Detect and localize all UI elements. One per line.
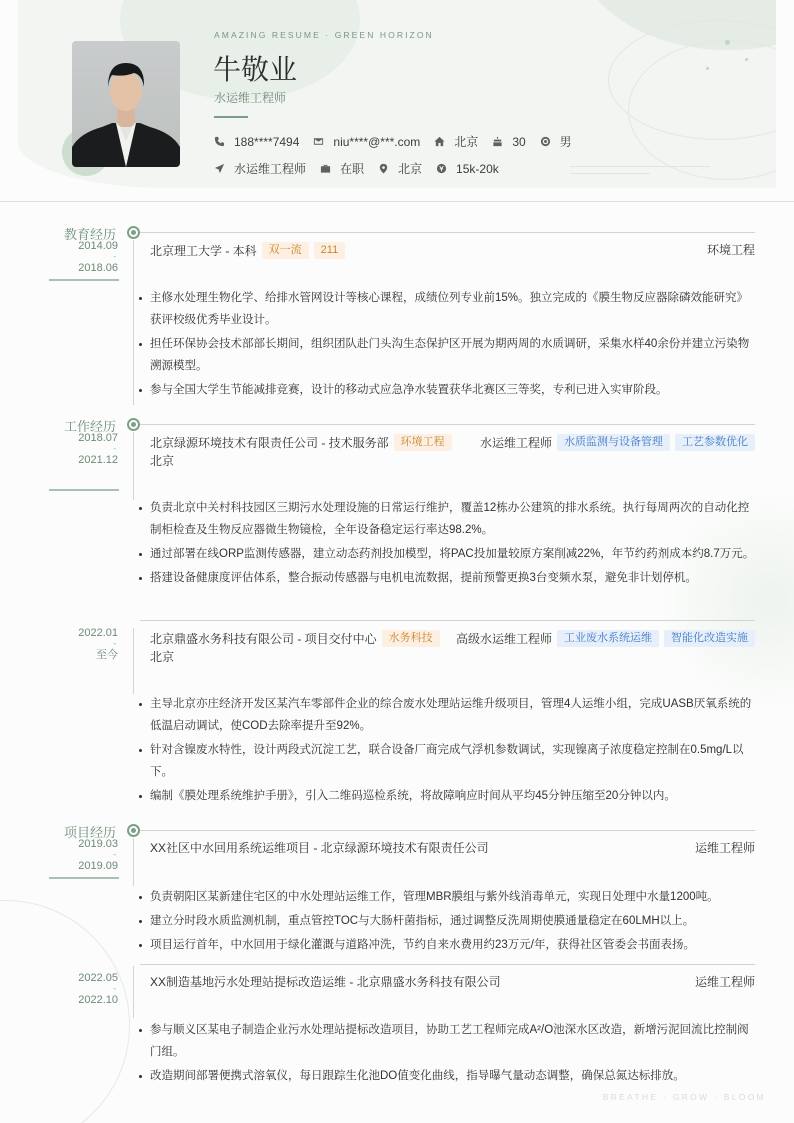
date-range: 2022.05 - 2022.10: [46, 973, 118, 1006]
contact-email: [313, 135, 420, 149]
timeline-line: [133, 432, 134, 500]
email-text: niu****@***.com: [333, 134, 421, 149]
decor-dot: [745, 58, 748, 61]
section-rule: [140, 830, 755, 831]
date-start: 2022.05: [78, 972, 118, 984]
list-item: 主修水处理生物化学、给排水管网设计等核心课程，成绩位列专业前15%。独立完成的《膜生物反应器除磷效能研究》获评校级优秀毕业设计。: [138, 287, 755, 331]
skill-badge: 智能化改造实施: [664, 630, 755, 647]
person-name: 牛敬业: [213, 53, 298, 86]
timeline-line: [133, 240, 134, 405]
date-end: 2022.10: [78, 994, 118, 1006]
list-item: 负责北京中关村科技园区三期污水处理设施的日常运行维护，覆盖12栋办公建筑的排水系统。执行每周两次的自动化控制柜检查及生物反应器微生物镜检，全年设备稳定运行率达98.2%。: [138, 497, 755, 541]
list-item: 项目运行首年，中水回用于绿化灌溉与道路冲洗，节约自来水费用约23万元/年，获得社区管委会书面表扬。: [138, 934, 755, 956]
contact-home: [434, 133, 478, 150]
tag-badge: 水务科技: [382, 630, 440, 647]
intent-position-text: 水运维工程师: [234, 162, 307, 176]
project-bullets: [138, 886, 755, 958]
project-name: XX制造基地污水处理站提标改造运维 - 北京鼎盛水务科技有限公司: [150, 975, 501, 989]
list-item: 针对含镍废水特性，设计两段式沉淀工艺，联合设备厂商完成气浮机参数调试，实现镍离子浓度稳定控制在0.5mg/L以下。: [138, 739, 755, 783]
date-range: 2022.01 - 至今: [46, 628, 118, 661]
decor-line: [570, 166, 710, 167]
tag-badge: 双一流: [262, 242, 309, 259]
project-role: 运维工程师: [694, 975, 755, 989]
phone-text: 188****7494: [234, 134, 300, 149]
skill-badge: 工艺参数优化: [675, 434, 755, 451]
contact-phone: [214, 135, 299, 149]
intent-status: [320, 160, 364, 177]
send-icon: [214, 163, 225, 174]
list-item: 负责朝阳区某新建住宅区的中水处理站运维工作，管理MBR膜组与紫外线消毒单元，实现日处理中水量1200吨。: [138, 886, 755, 908]
gender-text: 男: [559, 135, 572, 149]
skill-badge: 水质监测与设备管理: [557, 434, 670, 451]
age-text: 30: [512, 134, 526, 149]
section-underline: [49, 489, 119, 491]
tag-badge: 环境工程: [394, 434, 452, 451]
section-underline: [49, 877, 119, 879]
timeline-line: [133, 966, 134, 1018]
date-end: 至今: [96, 649, 118, 661]
date-start: 2022.01: [78, 627, 118, 639]
intent-salary-text: 15k-20k: [456, 161, 499, 176]
intent-city-text: 北京: [398, 162, 423, 176]
education-bullets: [138, 287, 755, 403]
timeline-node: [127, 226, 140, 239]
profile-photo: [72, 41, 180, 167]
project-name: XX社区中水回用系统运维项目 - 北京绿源环境技术有限责任公司: [150, 841, 489, 855]
work-bullets: [138, 693, 755, 809]
person-silhouette: [72, 41, 180, 167]
section-rule: [140, 232, 755, 233]
decor-dot: [725, 40, 730, 45]
decor-line: [570, 173, 650, 174]
list-item: 建立分时段水质监测机制，重点管控TOC与大肠杆菌指标，通过调整反洗周期使膜通量稳定在60LMH以上。: [138, 910, 755, 932]
timeline-line: [133, 628, 134, 694]
contact-gender: [540, 133, 572, 150]
entry-rule: [140, 620, 755, 621]
list-item: 通过部署在线ORP监测传感器，建立动态药剂投加模型，将PAC投加量较原方案削减22%，年节约药剂成本约8.7万元。: [138, 543, 755, 565]
date-end: 2019.09: [78, 860, 118, 872]
header-tagline: AMAZING RESUME · GREEN HORIZON: [214, 30, 434, 40]
list-item: 搭建设备健康度评估体系，整合振动传感器与电机电流数据，提前预警更换3台变频水泵，避免非计划停机。: [138, 567, 755, 589]
date-range: 2019.03 - 2019.09: [46, 839, 118, 872]
date-start: 2018.07: [78, 432, 118, 444]
home-icon: [434, 136, 445, 147]
job-title: 水运维工程师: [214, 91, 287, 105]
date-range: 2014.09 - 2018.06: [46, 241, 118, 274]
contact-row: [214, 133, 586, 150]
list-item: 编制《膜处理系统维护手册》，引入二维码巡检系统，将故障响应时间从平均45分钟压缩至20分钟以内。: [138, 785, 755, 807]
section-rule: [140, 424, 755, 425]
skill-badge: 工业废水系统运维: [557, 630, 659, 647]
gender-icon: [540, 136, 551, 147]
decor-arc: [0, 900, 130, 1123]
date-start: 2019.03: [78, 838, 118, 850]
date-start: 2014.09: [78, 240, 118, 252]
company-name: 北京鼎盛水务科技有限公司 - 项目交付中心: [150, 631, 377, 646]
work-city: 北京: [150, 650, 175, 664]
intent-position: [214, 160, 306, 177]
phone-icon: [214, 136, 225, 147]
footer-tagline: BREATHE · GROW · BLOOM: [602, 1092, 766, 1102]
project-role: 运维工程师: [694, 841, 755, 855]
date-end: 2021.12: [78, 454, 118, 466]
list-item: 改造期间部署便携式溶氧仪，每日跟踪生化池DO值变化曲线，指导曝气量动态调整，确保总氮达标排放。: [138, 1065, 755, 1087]
list-item: 参与全国大学生节能减排竞赛，设计的移动式应急净水装置获华北赛区三等奖，专利已进入实审阶段。: [138, 379, 755, 401]
money-icon: [436, 163, 447, 174]
mail-icon: [313, 136, 324, 147]
header-separator: [0, 201, 794, 202]
entry-rule: [140, 964, 755, 965]
intent-city: [378, 160, 422, 177]
timeline-node: [127, 824, 140, 837]
position-name: 水运维工程师: [479, 435, 552, 450]
intent-salary: [436, 162, 499, 176]
major-name: 环境工程: [706, 243, 755, 257]
work-city: 北京: [150, 454, 175, 468]
section-title-education: 教育经历: [63, 227, 116, 242]
section-underline: [49, 279, 119, 281]
contact-age: [492, 135, 525, 149]
title-underline: [214, 116, 248, 118]
list-item: 主导北京亦庄经济开发区某汽车零部件企业的综合废水处理站运维升级项目，管理4人运维小组，完成UASB厌氧系统的低温启动调试，使COD去除率提升至92%。: [138, 693, 755, 737]
list-item: 担任环保协会技术部部长期间，组织团队赴门头沟生态保护区开展为期两周的水质调研，采集水样40余份并建立污染物溯源模型。: [138, 333, 755, 377]
intent-status-text: 在职: [340, 162, 365, 176]
home-text: 北京: [454, 135, 479, 149]
date-end: 2018.06: [78, 262, 118, 274]
decor-dot: [706, 67, 709, 70]
section-title-projects: 项目经历: [63, 825, 116, 840]
tag-badge: 211: [314, 242, 346, 259]
work-bullets: [138, 497, 755, 591]
company-name: 北京绿源环境技术有限责任公司 - 技术服务部: [150, 435, 389, 450]
timeline-line: [133, 838, 134, 886]
school-name: 北京理工大学 - 本科: [150, 243, 257, 258]
position-name: 高级水运维工程师: [455, 631, 552, 646]
list-item: 参与顺义区某电子制造企业污水处理站提标改造项目，协助工艺工程师完成A²/O池深水区改造，新增污泥回流比控制阀门组。: [138, 1019, 755, 1063]
briefcase-icon: [320, 163, 331, 174]
timeline-node: [127, 418, 140, 431]
project-bullets: [138, 1019, 755, 1089]
cake-icon: [492, 136, 503, 147]
location-icon: [378, 163, 389, 174]
section-title-work: 工作经历: [63, 419, 116, 434]
job-intent-row: [214, 160, 513, 177]
date-range: 2018.07 - 2021.12: [46, 433, 118, 466]
